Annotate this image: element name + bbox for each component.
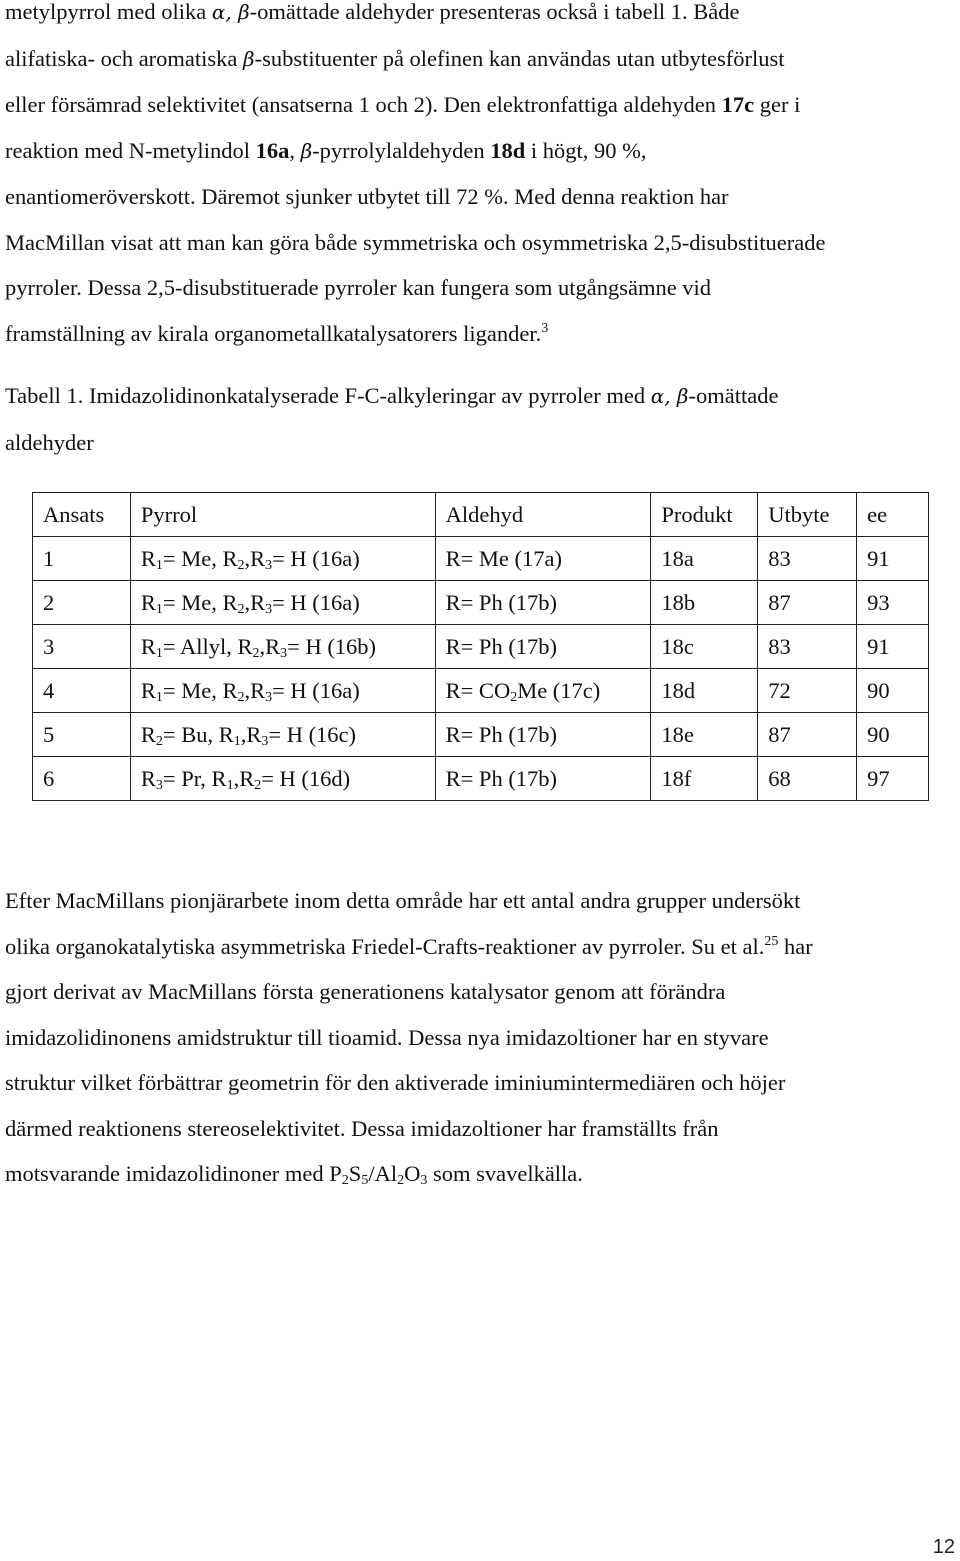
table-row xyxy=(33,581,929,625)
math-greek: α, β xyxy=(650,384,689,408)
text-run: R xyxy=(140,589,156,615)
subscript: 2 xyxy=(237,557,245,573)
subscript: 3 xyxy=(155,777,163,793)
cell-produkt: 18f xyxy=(651,757,758,801)
subscript: 2 xyxy=(252,645,260,661)
text-run: = H (16b) xyxy=(287,633,377,659)
cell-ansats: 5 xyxy=(33,713,131,757)
paragraph-2-line-1: Efter MacMillans pionjärarbete inom detta område har ett antal andra grupper undersökt xyxy=(5,888,801,913)
cell-utbyte: 83 xyxy=(758,537,857,581)
table-row xyxy=(33,669,929,713)
text-run: ger i xyxy=(754,92,801,117)
text-run: R xyxy=(140,677,156,703)
header-cell-aldehyd: Aldehyd xyxy=(435,493,651,537)
paragraph-2-line-5: struktur vilket förbättrar geometrin för den aktiverade iminiumintermediären och höjer xyxy=(5,1070,786,1095)
text-run: = H (16d) xyxy=(261,765,351,791)
text-run: -substituenter på olefinen kan användas utan utbytesförlust xyxy=(254,45,785,71)
paragraph-2 xyxy=(5,878,955,1197)
text-run: ,R xyxy=(244,589,266,615)
table-row xyxy=(33,537,929,581)
paragraph-2-line-3: gjort derivat av MacMillans första generationens katalysator genom att förändra xyxy=(5,979,726,1004)
paragraph-1-line-7: pyrroler. Dessa 2,5-disubstituerade pyrroler kan fungera som utgångsämne vid xyxy=(5,275,712,300)
text-run: ,R xyxy=(244,677,266,703)
subscript: 3 xyxy=(280,645,288,661)
subscript: 1 xyxy=(155,557,163,573)
cell-aldehyd xyxy=(435,757,651,801)
paragraph-1-line-3 xyxy=(5,82,955,128)
subscript: 1 xyxy=(155,689,163,705)
text-run: R= Me (17a) xyxy=(445,545,563,571)
subscript: 1 xyxy=(155,601,163,617)
cell-utbyte: 72 xyxy=(758,669,857,713)
table-caption-line-2: aldehyder xyxy=(5,429,94,455)
text-run: reaktion med N-metylindol xyxy=(5,137,256,163)
text-run: Tabell 1. Imidazolidinonkatalyserade F-C-alkyleringar av pyrroler med xyxy=(5,383,651,408)
paragraph-1-line-6: MacMillan visat att man kan göra både symmetriska och osymmetriska 2,5-disubstituerade xyxy=(5,229,826,255)
subscript: 1 xyxy=(226,777,234,793)
text-run: -pyrrolylaldehyden xyxy=(312,137,491,163)
text-run: R= Ph (17b) xyxy=(445,721,558,747)
subscript: 3 xyxy=(420,1173,428,1188)
cell-ansats: 6 xyxy=(33,757,131,801)
cell-ansats: 4 xyxy=(33,669,131,713)
cell-aldehyd xyxy=(435,537,651,581)
cell-ee: 93 xyxy=(857,581,929,625)
table-row xyxy=(33,757,929,801)
compound-label: 18d xyxy=(490,137,526,163)
subscript: 2 xyxy=(237,601,245,617)
subscript: 3 xyxy=(261,733,269,749)
paragraph-1-line-8 xyxy=(5,311,955,357)
header-cell-utbyte: Utbyte xyxy=(758,493,857,537)
text-run: Me (17c) xyxy=(517,677,601,703)
text-run: = H (16a) xyxy=(272,589,360,615)
text-run: har xyxy=(778,933,813,959)
compound-label: 16a xyxy=(255,137,290,163)
cell-aldehyd xyxy=(435,625,651,669)
text-run: motsvarande imidazolidinoner med P xyxy=(5,1161,342,1186)
text-run: i högt, 90 %, xyxy=(525,137,647,163)
cell-pyrrol xyxy=(130,669,435,713)
text-run: S xyxy=(348,1161,362,1186)
paragraph-1-line-1 xyxy=(5,0,955,36)
text-run: R= CO xyxy=(445,677,511,703)
text-run: O xyxy=(404,1161,421,1186)
text-run: = H (16c) xyxy=(268,721,357,747)
subscript: 2 xyxy=(237,689,245,705)
subscript: 2 xyxy=(254,777,262,793)
cell-utbyte: 68 xyxy=(758,757,857,801)
cell-produkt: 18b xyxy=(651,581,758,625)
cell-ee: 91 xyxy=(857,537,929,581)
text-run: = H (16a) xyxy=(272,677,360,703)
text-run: R= Ph (17b) xyxy=(445,633,558,659)
cell-ansats: 1 xyxy=(33,537,131,581)
cell-produkt: 18d xyxy=(651,669,758,713)
text-run: -omättade xyxy=(688,383,779,408)
subscript: 3 xyxy=(265,557,273,573)
cell-pyrrol xyxy=(130,713,435,757)
text-run: ,R xyxy=(240,721,262,747)
text-run: = Me, R xyxy=(162,589,238,615)
math-greek: α, β xyxy=(211,0,250,24)
subscript: 1 xyxy=(233,733,241,749)
header-cell-ansats: Ansats xyxy=(33,493,131,537)
header-cell-ee: ee xyxy=(857,493,929,537)
text-run: = Allyl, R xyxy=(162,633,253,659)
header-cell-pyrrol: Pyrrol xyxy=(130,493,435,537)
text-run: alifatiska- och aromatiska xyxy=(5,45,244,71)
text-run: ,R xyxy=(233,765,255,791)
text-run: = H (16a) xyxy=(272,545,360,571)
table-caption xyxy=(5,373,955,465)
table-header-row xyxy=(33,493,929,537)
cell-pyrrol xyxy=(130,625,435,669)
table-row xyxy=(33,713,929,757)
cell-pyrrol xyxy=(130,757,435,801)
text-run: R xyxy=(140,765,156,791)
subscript: 2 xyxy=(341,1173,349,1188)
cell-produkt: 18c xyxy=(651,625,758,669)
text-run: R= Ph (17b) xyxy=(445,589,558,615)
math-greek: β xyxy=(243,46,255,71)
cell-ee: 91 xyxy=(857,625,929,669)
paragraph-2-line-6: därmed reaktionens stereoselektivitet. Dessa imidazoltioner har framställts från xyxy=(5,1115,719,1141)
text-run: R= Ph (17b) xyxy=(445,765,558,791)
paragraph-1 xyxy=(5,0,955,356)
cell-aldehyd xyxy=(435,669,651,713)
text-run: olika organokatalytiska asymmetriska Friedel-Crafts-reaktioner av pyrroler. Su et al. xyxy=(5,933,765,959)
paragraph-1-line-5: enantiomeröverskott. Däremot sjunker utbytet till 72 %. Med denna reaktion har xyxy=(5,184,729,209)
text-run: ,R xyxy=(244,545,266,571)
text-run: framställning av kirala organometallkatalysatorers ligander. xyxy=(5,320,542,346)
cell-utbyte: 83 xyxy=(758,625,857,669)
subscript: 2 xyxy=(397,1173,405,1188)
text-run: R xyxy=(140,545,156,571)
subscript: 2 xyxy=(155,733,163,749)
text-run: R xyxy=(140,721,156,747)
math-greek: β xyxy=(300,138,313,163)
page-number: 12 xyxy=(932,1536,955,1558)
cell-aldehyd xyxy=(435,713,651,757)
text-run: -omättade aldehyder presenteras också i tabell 1. Både xyxy=(249,0,740,24)
cell-produkt: 18a xyxy=(651,537,758,581)
text-run: /Al xyxy=(368,1161,398,1186)
compound-label: 17c xyxy=(721,92,755,117)
cell-utbyte: 87 xyxy=(758,713,857,757)
table-row xyxy=(33,625,929,669)
text-run: ,R xyxy=(259,633,281,659)
results-table xyxy=(32,492,929,801)
cell-pyrrol xyxy=(130,537,435,581)
citation-superscript: 25 xyxy=(764,933,779,949)
text-run: som svavelkälla. xyxy=(427,1161,583,1186)
subscript: 5 xyxy=(361,1173,369,1188)
cell-pyrrol xyxy=(130,581,435,625)
text-run: = Bu, R xyxy=(162,721,234,747)
cell-ansats: 2 xyxy=(33,581,131,625)
subscript: 3 xyxy=(265,601,273,617)
paragraph-2-line-2 xyxy=(5,924,955,970)
text-run: eller försämrad selektivitet (ansatserna 1 och 2). Den elektronfattiga aldehyden xyxy=(5,92,722,117)
paragraph-2-line-7 xyxy=(5,1151,955,1197)
subscript: 3 xyxy=(265,689,273,705)
cell-ee: 97 xyxy=(857,757,929,801)
paragraph-1-line-2 xyxy=(5,36,955,83)
text-run: metylpyrrol med olika xyxy=(5,0,212,24)
cell-produkt: 18e xyxy=(651,713,758,757)
subscript: 1 xyxy=(155,645,163,661)
table-caption-line-1 xyxy=(5,373,955,420)
cell-ee: 90 xyxy=(857,713,929,757)
paragraph-2-line-4: imidazolidinonens amidstruktur till tioamid. Dessa nya imidazoltioner har en styvare xyxy=(5,1024,769,1050)
cell-aldehyd xyxy=(435,581,651,625)
text-run: , xyxy=(289,137,301,163)
subscript: 2 xyxy=(510,689,518,705)
cell-ee: 90 xyxy=(857,669,929,713)
header-cell-produkt: Produkt xyxy=(651,493,758,537)
cell-ansats: 3 xyxy=(33,625,131,669)
text-run: = Me, R xyxy=(162,545,238,571)
paragraph-1-line-4 xyxy=(5,128,955,175)
citation-superscript: 3 xyxy=(541,320,549,336)
text-run: = Me, R xyxy=(162,677,238,703)
text-run: R xyxy=(140,633,156,659)
text-run: = Pr, R xyxy=(162,765,227,791)
cell-utbyte: 87 xyxy=(758,581,857,625)
